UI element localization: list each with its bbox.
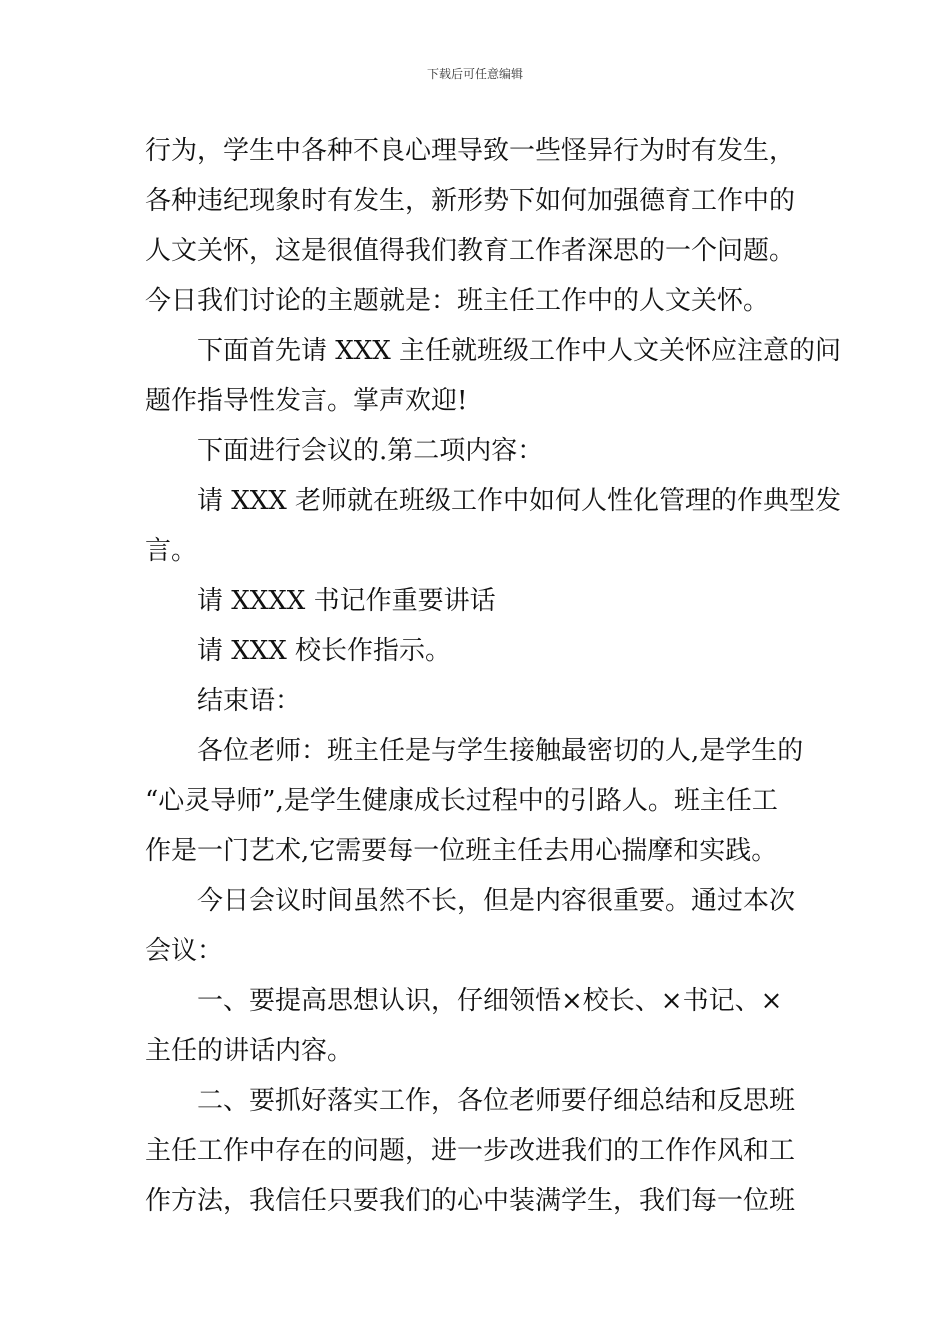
text-line: 主任工作中存在的问题，进一步改进我们的工作作风和工 xyxy=(145,1136,796,1166)
text-line: “心灵导师”,是学生健康成长过程中的引路人。班主任工 xyxy=(145,786,778,816)
text-line: 题作指导性发言。掌声欢迎! xyxy=(145,386,468,416)
text-line: 各位老师：班主任是与学生接触最密切的人,是学生的 xyxy=(197,736,804,766)
text-line: 请 XXX 老师就在班级工作中如何人性化管理的作典型发 xyxy=(197,486,842,516)
text-line: 会议： xyxy=(145,936,224,966)
document-body xyxy=(145,126,842,1226)
text-line: 行为，学生中各种不良心理导致一些怪异行为时有发生， xyxy=(145,136,796,166)
text-line: 作方法，我信任只要我们的心中装满学生，我们每一位班 xyxy=(145,1186,796,1216)
text-line: 一、要提高思想认识，仔细领悟×校长、×书记、× xyxy=(197,986,783,1016)
text-line: 结束语： xyxy=(197,686,302,716)
text-line: 二、要抓好落实工作，各位老师要仔细总结和反思班 xyxy=(197,1086,796,1116)
text-line: 作是一门艺术,它需要每一位班主任去用心揣摩和实践。 xyxy=(145,836,778,866)
text-line: 下面进行会议的.第二项内容： xyxy=(197,436,544,466)
text-line: 言。 xyxy=(145,536,198,566)
text-line: 主任的讲话内容。 xyxy=(145,1036,354,1066)
text-line: 请 XXXX 书记作重要讲话 xyxy=(197,586,496,616)
page-header-note: 下载后可任意编辑 xyxy=(426,67,523,81)
text-line: 今日会议时间虽然不长，但是内容很重要。通过本次 xyxy=(197,886,796,916)
text-line: 下面首先请 XXX 主任就班级工作中人文关怀应注意的问 xyxy=(197,336,842,366)
text-line: 今日我们讨论的主题就是：班主任工作中的人文关怀。 xyxy=(145,286,770,316)
text-line: 各种违纪现象时有发生，新形势下如何加强德育工作中的 xyxy=(145,186,796,216)
text-line: 请 XXX 校长作指示。 xyxy=(197,636,452,666)
text-line: 人文关怀，这是很值得我们教育工作者深思的一个问题。 xyxy=(145,236,796,266)
